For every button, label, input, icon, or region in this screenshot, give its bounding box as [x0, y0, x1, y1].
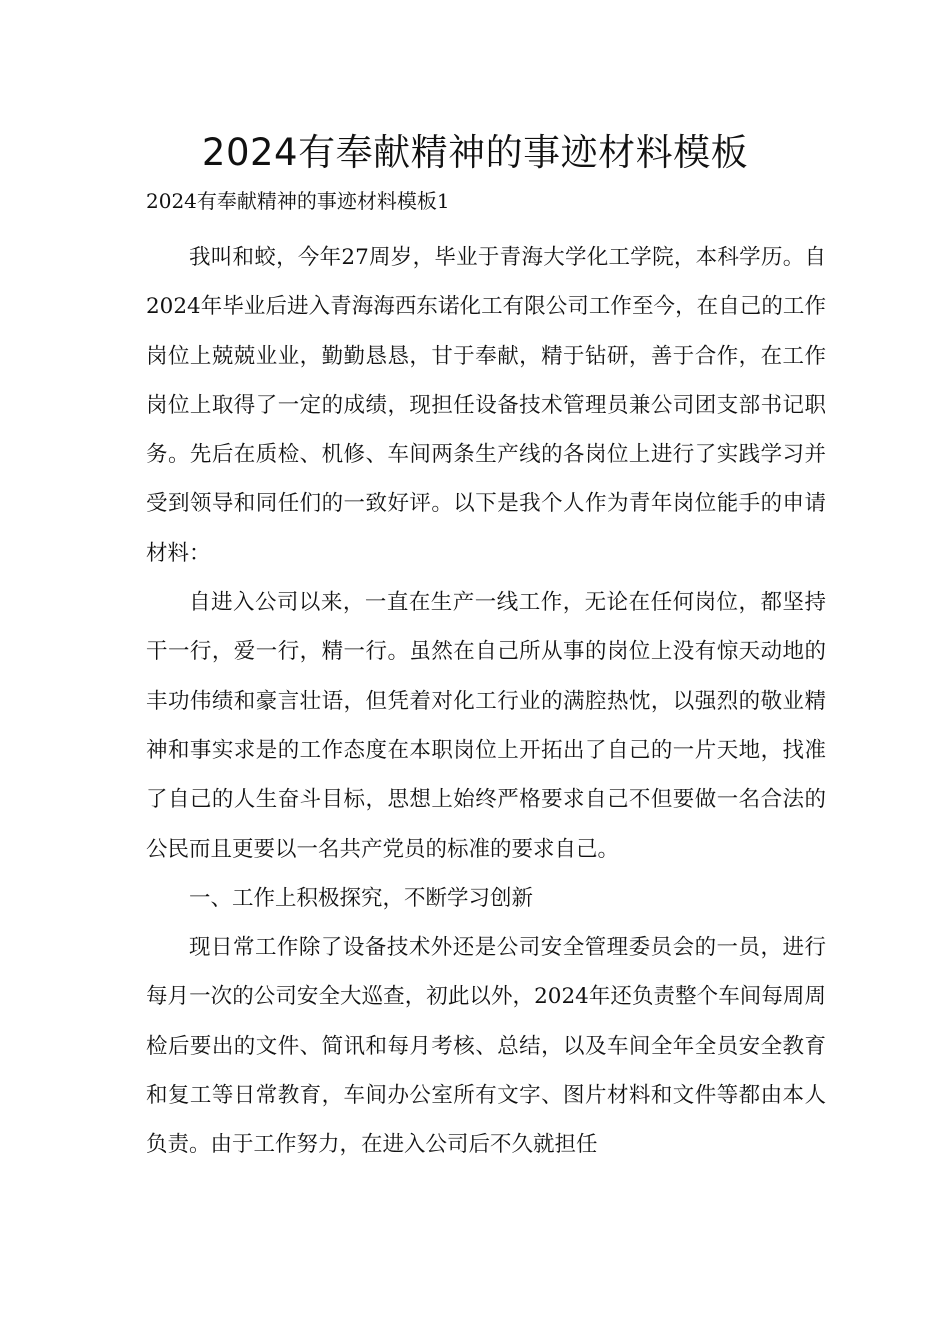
paragraph-daily-work: 现日常工作除了设备技术外还是公司安全管理委员会的一员，进行每月一次的公司安全大巡查，初此以外，2024年还负责整个车间每周周检后要出的文件、简讯和每月考核、总结，以及车间全年全员安全教育和复工等日常教育，车间办公室所有文字、图片材料和文件等都由本人负责。由于工作努力，在进入公司后不久就担任: [146, 935, 826, 1158]
paragraph-intro: 我叫和蛟，今年27周岁，毕业于青海大学化工学院，本科学历。自2024年毕业后进入青海海西东诺化工有限公司工作至今，在自己的工作岗位上兢兢业业，勤勤恳恳，甘于奉献，精于钻研，善于合作，在工作岗位上取得了一定的成绩，现担任设备技术管理员兼公司团支部书记职务。先后在质检、机修、车间两条生产线的各岗位上进行了实践学习并受到领导和同任们的一致好评。以下是我个人作为青年岗位能手的申请材料：: [146, 245, 826, 566]
document-body: [146, 233, 826, 1170]
paragraph-attitude: 自进入公司以来，一直在生产一线工作，无论在任何岗位，都坚持干一行，爱一行，精一行。虽然在自己所从事的岗位上没有惊天动地的丰功伟绩和豪言壮语，但凭着对化工行业的满腔热忱，以强烈的敬业精神和事实求是的工作态度在本职岗位上开拓出了自己的一片天地，找准了自己的人生奋斗目标，思想上始终严格要求自己不但要做一名合法的公民而且更要以一名共产党员的标准的要求自己。: [146, 590, 826, 862]
document-title: 2024有奉献精神的事迹材料模板: [201, 131, 749, 174]
document-subtitle: 2024有奉献精神的事迹材料模板1: [146, 189, 450, 213]
section-heading: 一、工作上积极探究，不断学习创新: [189, 885, 534, 911]
